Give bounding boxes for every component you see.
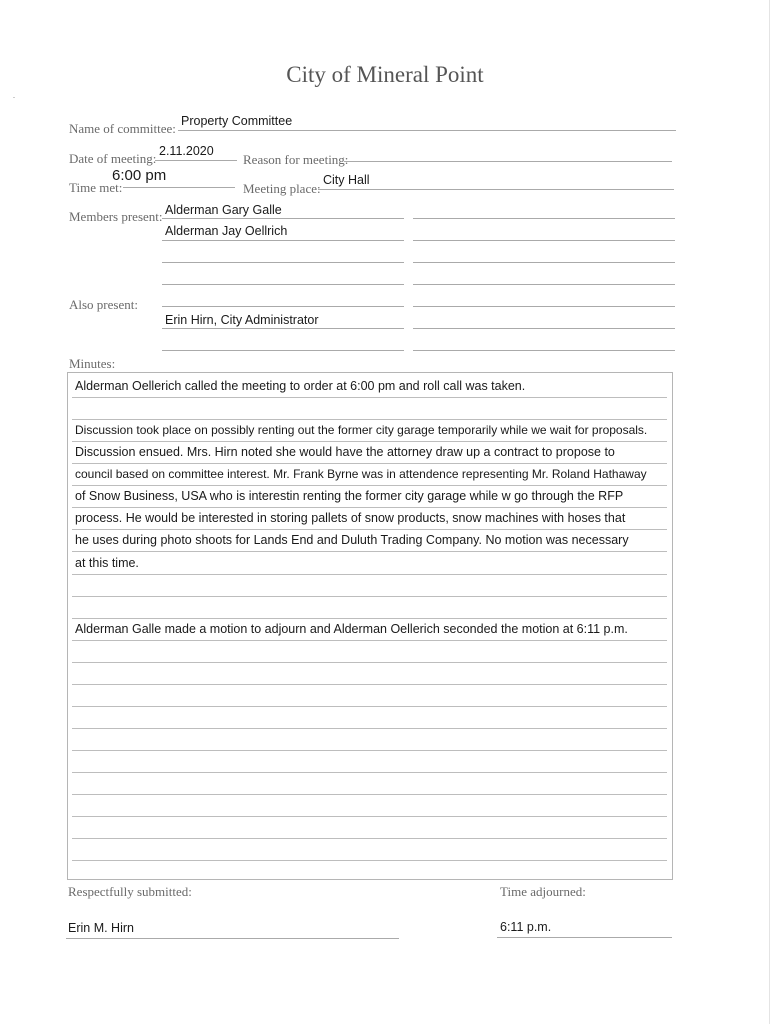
date-value[interactable]: 2.11.2020 [159,144,214,158]
member-left-2[interactable]: Alderman Jay Oellrich [165,224,288,238]
committee-underline [178,130,676,131]
minutes-rule [72,529,667,530]
also-right-line [413,306,675,307]
also-right-line [413,350,675,351]
submitted-label: Respectfully submitted: [68,884,192,899]
submitted-value[interactable]: Erin M. Hirn [68,921,134,935]
minutes-rule [72,838,667,839]
minutes-rule [72,463,667,464]
minutes-rule [72,684,667,685]
member-left-line [162,240,404,241]
member-left-line [162,218,404,219]
place-value[interactable]: City Hall [323,173,370,187]
date-label: Date of meeting: [69,151,157,166]
minutes-rule [72,750,667,751]
minutes-rule [72,706,667,707]
minutes-rule [72,485,667,486]
adjourned-label: Time adjourned: [500,884,586,899]
member-right-line [413,262,675,263]
minutes-line-12: Alderman Galle made a motion to adjourn and Alderman Oellerich seconded the motion at 6:11 p.m. [75,622,628,636]
minutes-line-4: Discussion ensued. Mrs. Hirn noted she would have the attorney draw up a contract to propose to [75,445,615,459]
also-left-line [162,328,404,329]
place-label: Meeting place: [243,181,321,196]
member-left-1[interactable]: Alderman Gary Galle [165,203,282,217]
date-underline [155,160,237,161]
page-title: City of Mineral Point [286,62,484,87]
member-right-line [413,218,675,219]
members-label: Members present: [69,209,163,224]
minutes-line-5: council based on committee interest. Mr. Frank Byrne was in attendence representing Mr. Roland Hathaway [75,467,647,481]
adjourned-underline [497,937,672,938]
minutes-rule [72,574,667,575]
member-left-line [162,284,404,285]
reason-label: Reason for meeting: [243,152,349,167]
minutes-rule [72,397,667,398]
place-underline [318,189,674,190]
minutes-label: Minutes: [69,356,116,371]
also-left-line [162,306,404,307]
time-underline [123,187,235,188]
minutes-line-6: of Snow Business, USA who is interestin renting the former city garage while w go through the RFP [75,489,624,503]
minutes-rule [72,640,667,641]
member-left-line [162,262,404,263]
minutes-line-7: process. He would be interested in storing pallets of snow products, snow machines with hoses that [75,511,626,525]
time-label: Time met: [69,180,123,195]
member-right-line [413,284,675,285]
minutes-line-8: he uses during photo shoots for Lands End and Duluth Trading Company. No motion was necessary [75,533,629,547]
member-right-line [413,240,675,241]
minutes-rule [72,507,667,508]
also-left-line [162,350,404,351]
minutes-rule [72,662,667,663]
minutes-rule [72,419,667,420]
minutes-rule [72,816,667,817]
time-value[interactable]: 6:00 pm [112,167,167,184]
scan-mark [13,97,15,98]
minutes-rule [72,772,667,773]
minutes-rule [72,618,667,619]
also-present-label: Also present: [69,297,138,312]
reason-underline [344,161,672,162]
minutes-rule [72,794,667,795]
minutes-line-1: Alderman Oellerich called the meeting to order at 6:00 pm and roll call was taken. [75,379,526,393]
minutes-rule [72,441,667,442]
committee-value[interactable]: Property Committee [181,114,293,128]
submitted-underline [66,938,399,939]
minutes-line-9: at this time. [75,556,139,570]
adjourned-value[interactable]: 6:11 p.m. [500,920,552,934]
minutes-line-3: Discussion took place on possibly renting out the former city garage temporarily while we wait for proposals. [75,423,648,437]
also-left-2[interactable]: Erin Hirn, City Administrator [165,313,319,327]
minutes-rule [72,728,667,729]
committee-label: Name of committee: [69,121,176,136]
minutes-rule [72,596,667,597]
minutes-rule [72,860,667,861]
minutes-rule [72,551,667,552]
also-right-line [413,328,675,329]
